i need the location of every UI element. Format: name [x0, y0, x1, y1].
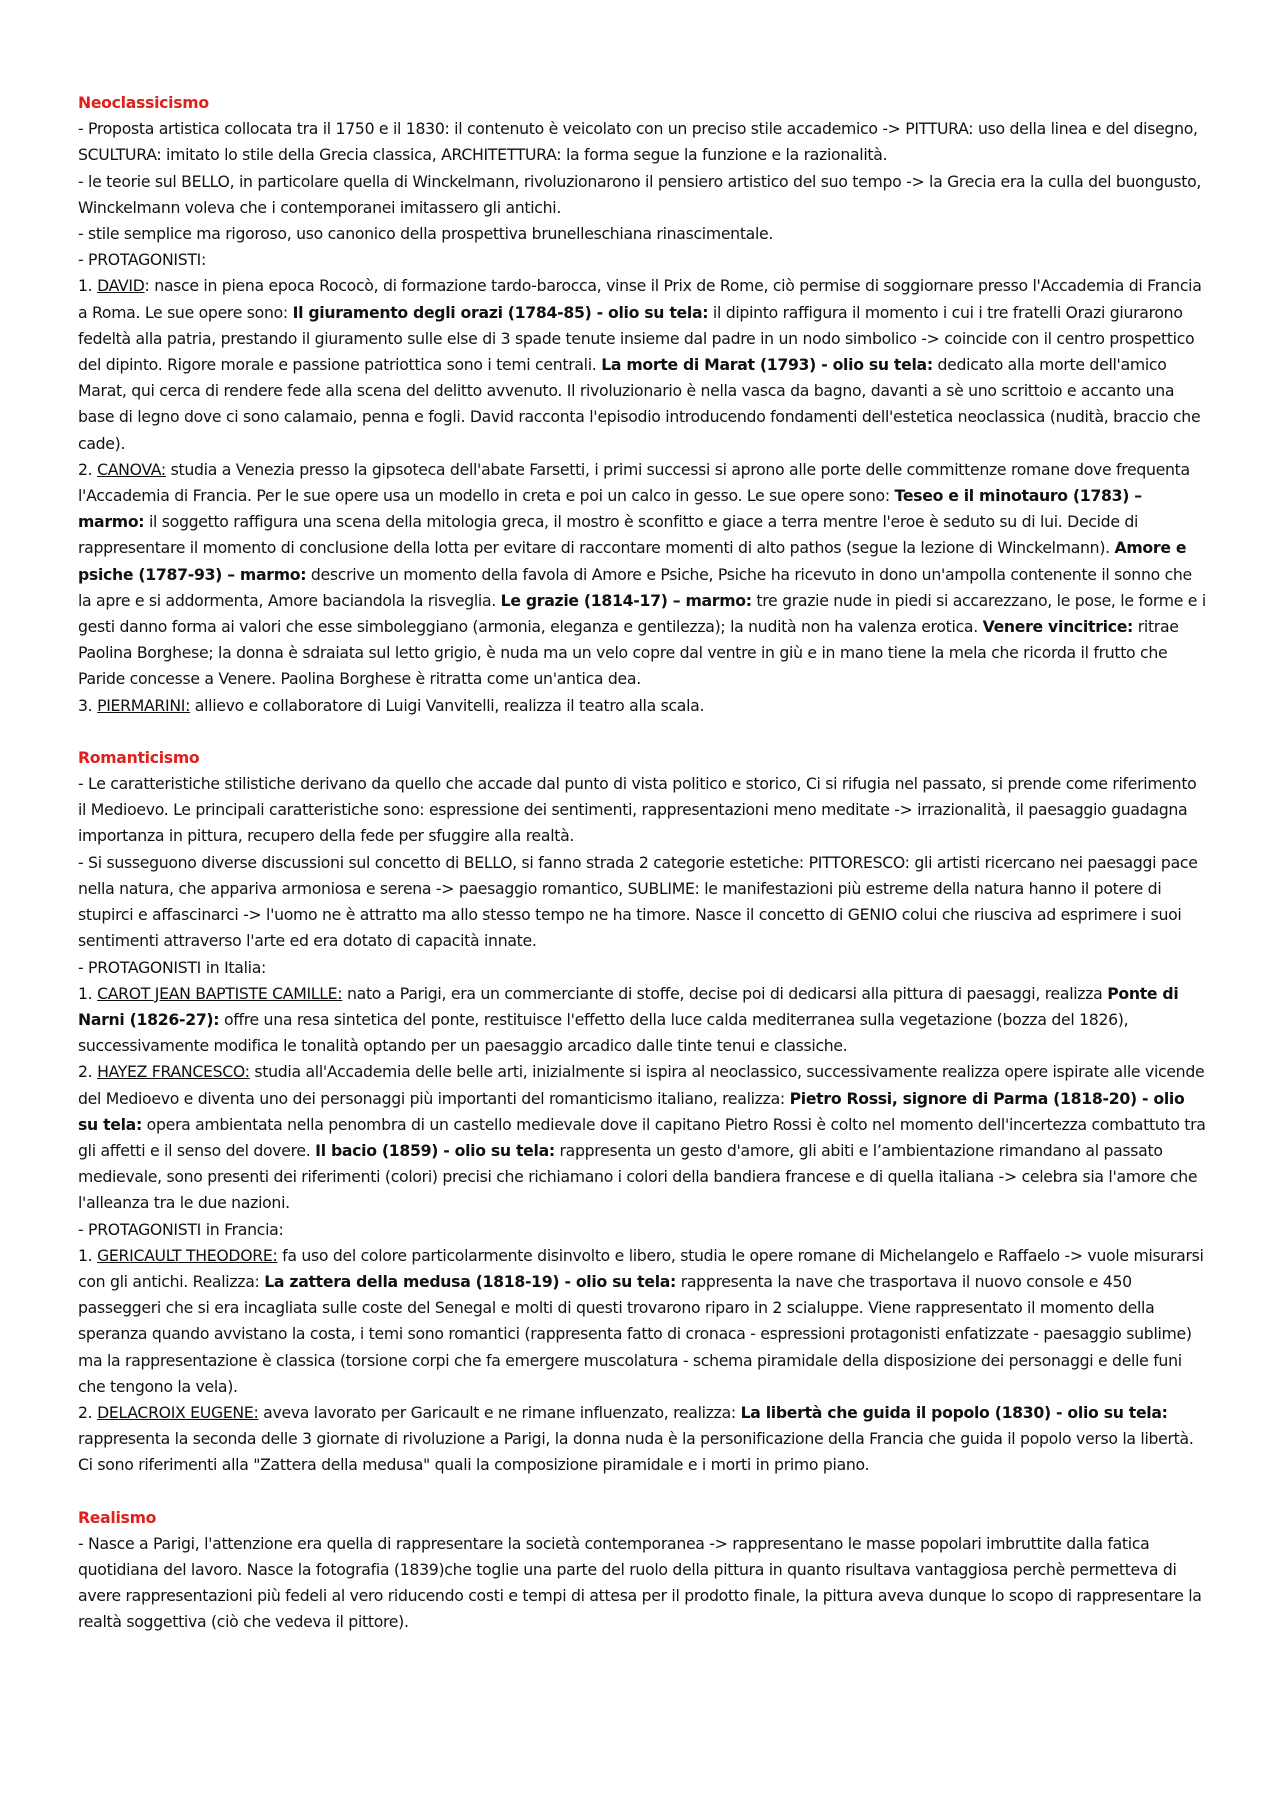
artwork-title: La zattera della medusa (1818-19) - olio su tela: — [264, 1271, 677, 1291]
text-run: 1. — [78, 983, 98, 1003]
artist-name: PIERMARINI: — [97, 695, 191, 715]
paragraph — [78, 273, 1208, 456]
text-run: allievo e collaboratore di Luigi Vanvitelli, realizza il teatro alla scala. — [190, 695, 705, 715]
text-run: studia all'Accademia delle belle arti, inizialmente si ispira al neoclassico, successivamente realizza opere ispirate alle vicende del Medioevo e diventa uno dei personaggi più importanti del romanticismo italiano, realizza: — [78, 1062, 1205, 1108]
section-heading: Neoclassicismo — [78, 93, 209, 112]
artwork-title: Ponte di Narni (1826-27): — [78, 983, 1179, 1029]
paragraph — [78, 169, 1208, 221]
text-run: nato a Parigi, era un commerciante di stoffe, decise poi di dedicarsi alla pittura di paesaggi, realizza — [342, 983, 1108, 1003]
text-run: - Nasce a Parigi, l'attenzione era quella di rappresentare la società contemporanea -> rappresentano le masse popolari imbruttite dalla fatica quotidiana del lavoro. Nasce la fotografia (1839)che toglie una parte del ruolo della pittura in quanto risultava vantaggiosa perchè permetteva di avere rappresentazioni più fedeli al vero riducendo costi e tempi di attesa per il prodotto finale, la pittura aveva dunque lo scopo di rappresentare la realtà soggettiva (ciò che vedeva il pittore). — [78, 1533, 1202, 1632]
text-run: il soggetto raffigura una scena della mitologia greca, il mostro è sconfitto e giace a terra mentre l'eroe è seduto su di lui. Decide di rappresentare il momento di conclusione della lotta per evitare di raccontare momenti di alto pathos (segue la lezione di Winckelmann). — [78, 512, 1139, 558]
section-heading: Realismo — [78, 1507, 157, 1527]
paragraph — [78, 955, 1208, 981]
section-1 — [78, 90, 1208, 719]
text-run: - le teorie sul BELLO, in particolare quella di Winckelmann, rivoluzionarono il pensiero artistico del suo tempo -> la Grecia era la culla del buongusto, Winckelmann voleva che i contemporanei imitassero gli antichi. — [78, 171, 1202, 217]
artist-name: CANOVA: — [97, 459, 166, 479]
text-run: fa uso del colore particolarmente disinvolto e libero, studia le opere romane di Michelangelo e Raffaelo -> vuole misurarsi con gli antichi. Realizza: — [78, 1245, 1204, 1291]
text-run: dedicato alla morte dell'amico Marat, qui cerca di rendere fede alla scena del delitto avvenuto. Il rivoluzionario è nella vasca da bagno, davanti a sè uno scrittoio e accanto una base di legno dove ci sono calamaio, penna e fogli. David racconta l'episodio introducendo fondamenti dell'estetica neoclassica (nudità, braccio che cade). — [78, 355, 1201, 453]
paragraph — [78, 1243, 1208, 1400]
artwork-title: La morte di Marat (1793) - olio su tela: — [601, 355, 933, 375]
paragraph — [78, 1059, 1208, 1216]
paragraph — [78, 116, 1208, 168]
artwork-title: Pietro Rossi, signore di Parma (1818-20) - olio su tela: — [78, 1088, 1185, 1134]
section-3 — [78, 1505, 1208, 1636]
artwork-title: Teseo e il minotauro (1783) – marmo: — [78, 486, 1142, 532]
text-run: : nasce in piena epoca Rococò, di formazione tardo-barocca, vinse il Prix de Rome, ciò permise di soggiornare presso l'Accademia di Francia a Roma. Le sue opere sono: — [78, 276, 1202, 322]
text-run: - stile semplice ma rigoroso, uso canonico della prospettiva brunelleschiana rinascimentale. — [78, 224, 774, 244]
artwork-title: Amore e psiche (1787-93) – marmo: — [78, 538, 1187, 584]
artwork-title: La libertà che guida il popolo (1830) - olio su tela: — [740, 1402, 1168, 1422]
paragraph — [78, 693, 1208, 719]
artwork-title: Venere vincitrice: — [982, 617, 1134, 637]
text-run: studia a Venezia presso la gipsoteca dell'abate Farsetti, i primi successi si aprono alle porte delle committenze romane dove frequenta l'Accademia di Francia. Per le sue opere usa un modello in creta e poi un calco in gesso. Le sue opere sono: — [78, 459, 1190, 506]
artist-name: DAVID — [97, 276, 145, 296]
text-run: tre grazie nude in piedi si accarezzano, le pose, le forme e i gesti danno forma ai valori che esse simboleggiano (armonia, eleganza e gentilezza); la nudità non ha valenza erotica. — [78, 590, 1206, 637]
text-run: rappresenta la nave che trasportava il nuovo console e 450 passeggeri che si era incagliata sulle coste del Senegal e molti di questi trovarono riparo in 2 scialuppe. Viene rappresentato il momento della speranza quando avvistano la costa, i temi sono romantici (rappresenta fatto di cronaca - espressioni protagonisti enfatizzate - paesaggio sublime) ma la rappresentazione è classica (torsione corpi che fa emergere muscolatura - schema piramidale della disposizione dei personaggi e delle funi che tengono la vela). — [78, 1271, 1192, 1396]
artist-name: DELACROIX EUGENE: — [97, 1402, 259, 1422]
text-run: 2. — [78, 1062, 98, 1082]
text-run: 3. — [78, 695, 98, 715]
artwork-title: Il bacio (1859) - olio su tela: — [315, 1140, 555, 1160]
text-run: 1. — [78, 1245, 98, 1265]
paragraph — [78, 850, 1208, 955]
artist-name: HAYEZ FRANCESCO: — [97, 1062, 250, 1082]
paragraph — [78, 771, 1208, 850]
paragraph — [78, 221, 1208, 247]
paragraph — [78, 981, 1208, 1060]
text-run: il dipinto raffigura il momento i cui i tre fratelli Orazi giurarono fedeltà alla patria, prestando il giuramento sulle else di 3 spade tenute insieme dal padre in un nodo simbolico -> coincide con il centro prospettico del dipinto. Rigore morale e passione patriottica sono i temi centrali. — [78, 302, 1195, 375]
artwork-title: Il giuramento degli orazi (1784-85) - olio su tela: — [292, 302, 709, 322]
paragraph — [78, 1531, 1208, 1636]
text-run: - PROTAGONISTI in Italia: — [78, 957, 266, 977]
artwork-title: Le grazie (1814-17) – marmo: — [500, 590, 752, 610]
section-2 — [78, 745, 1208, 1479]
artist-name: CAROT JEAN BAPTISTE CAMILLE: — [97, 983, 343, 1003]
text-run: - Le caratteristiche stilistiche derivano da quello che accade dal punto di vista politico e storico, Ci si rifugia nel passato, si prende come riferimento il Medioevo. Le principali caratteristiche sono: espressione dei sentimenti, rappresentazioni meno meditate -> irrazionalità, il paesaggio guadagna importanza in pittura, recupero della fede per sfuggire alla realtà. — [78, 774, 1197, 846]
text-run: 1. — [78, 276, 98, 296]
text-run: - PROTAGONISTI in Francia: — [78, 1219, 284, 1239]
text-run: opera ambientata nella penombra di un castello medievale dove il capitano Pietro Rossi è colto nel momento dell'incertezza combattuto tra gli affetti e il senso del dovere. — [78, 1114, 1206, 1160]
text-run: offre una resa sintetica del ponte, restituisce l'effetto della luce calda mediterranea sulla vegetazione (bozza del 1826), successivamente modifica le tonalità optando per un paesaggio arcadico dalle tinte tenui e classiche. — [78, 1009, 1129, 1056]
text-run: rappresenta la seconda delle 3 giornate di rivoluzione a Parigi, la donna nuda è la personificazione della Francia che guida il popolo verso la libertà. Ci sono riferimenti alla "Zattera della medusa" quali la composizione piramidale e i morti in primo piano. — [78, 1429, 1194, 1475]
text-run: - Proposta artistica collocata tra il 1750 e il 1830: il contenuto è veicolato con un preciso stile accademico -> PITTURA: uso della linea e del disegno, SCULTURA: imitato lo stile della Grecia classica, ARCHITETTURA: la forma segue la funzione e la razionalità. — [78, 119, 1198, 165]
artist-name: GERICAULT THEODORE: — [97, 1245, 278, 1265]
section-spacer — [78, 719, 1208, 745]
text-run: - Si susseguono diverse discussioni sul concetto di BELLO, si fanno strada 2 categorie estetiche: PITTORESCO: gli artisti ricercano nei paesaggi pace nella natura, che appariva armoniosa e serena -> paesaggio romantico, SUBLIME: le manifestazioni più estreme della natura hanno il potere di stupirci e affascinarci -> l'uomo ne è attratto ma allo stesso tempo ne ha timore. Nasce il concetto di GENIO colui che riusciva ad esprimere i suoi sentimenti attraverso l'arte ed era dotato di capacità innate. — [78, 852, 1198, 951]
section-spacer — [78, 1479, 1208, 1505]
text-run: descrive un momento della favola di Amore e Psiche, Psiche ha ricevuto in dono un'ampolla contenente il sonno che la apre e si addormenta, Amore baciandola la risveglia. — [78, 564, 1192, 610]
text-run: rappresenta un gesto d'amore, gli abiti e l’ambientazione rimandano al passato medievale, sono presenti dei riferimenti (colori) precisi che richiamano i colori della bandiera francese e di quella italiana -> celebra sia l'amore che l'alleanza tra le due nazioni. — [78, 1140, 1198, 1213]
text-run: aveva lavorato per Garicault e ne rimane influenzato, realizza: — [258, 1402, 741, 1422]
section-heading: Romanticismo — [78, 747, 200, 767]
paragraph — [78, 247, 1208, 273]
paragraph — [78, 457, 1208, 693]
paragraph — [78, 1217, 1208, 1243]
document-page — [78, 90, 1208, 1636]
text-run: - PROTAGONISTI: — [78, 250, 206, 270]
paragraph — [78, 1400, 1208, 1479]
text-run: ritrae Paolina Borghese; la donna è sdraiata sul letto grigio, è nuda ma un velo copre dal ventre in giù e in mano tiene la mela che ricorda il frutto che Paride concesse a Venere. Paolina Borghese è ritratta come un'antica dea. — [78, 617, 1179, 689]
text-run: 2. — [78, 1402, 98, 1422]
text-run: 2. — [78, 459, 98, 479]
